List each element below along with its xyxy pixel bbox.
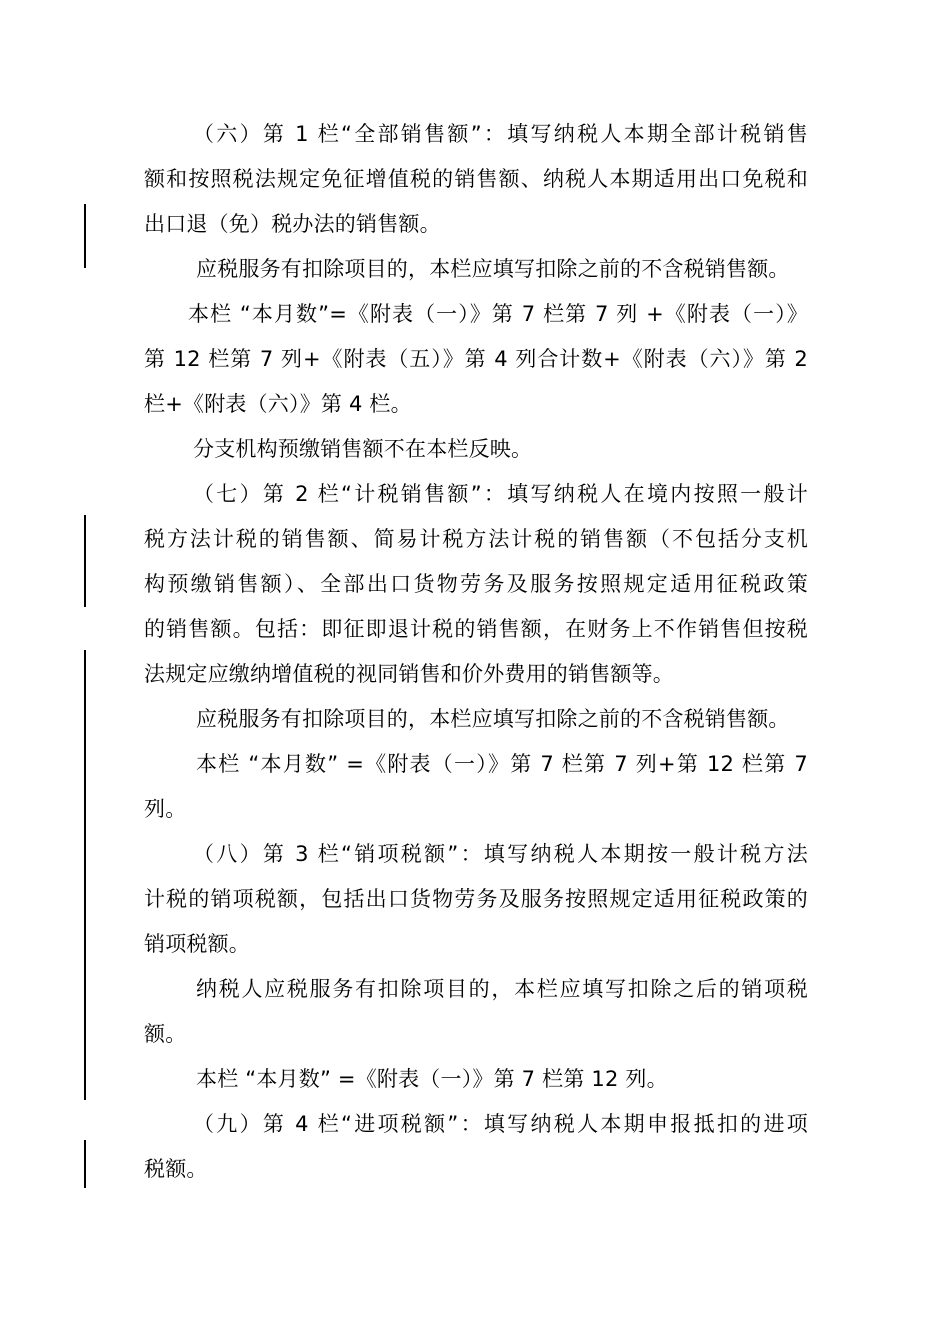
paragraph-line: 栏+《附表（六）》第 4 栏。 [144,392,412,416]
revision-bar [84,204,86,268]
paragraph-line: 本栏 “本月数” =《附表（一）》第 7 栏第 12 列。 [196,1067,668,1091]
paragraph-line: 税方法计税的销售额、简易计税方法计税的销售额（不包括分支机 [144,527,808,551]
paragraph-line: 分支机构预缴销售额不在本栏反映。 [193,437,533,461]
revision-bar [84,1140,86,1188]
paragraph-line: 应税服务有扣除项目的，本栏应填写扣除之前的不含税销售额。 [196,707,790,731]
revision-bar [84,515,86,607]
paragraph-line: 计税的销项税额，包括出口货物劳务及服务按照规定适用征税政策的 [144,887,808,911]
paragraph-line: 税额。 [144,1157,208,1181]
paragraph-line: 销项税额。 [144,932,250,956]
paragraph-line: 额。 [144,1022,187,1046]
paragraph-line: 第 12 栏第 7 列+《附表（五）》第 4 列合计数+《附表（六）》第 2 [144,347,808,371]
paragraph-line: 本栏 “本月数”=《附表（一）》第 7 栏第 7 列 +《附表（一）》 [188,302,808,326]
paragraph-line: 本栏 “本月数” =《附表（一）》第 7 栏第 7 列+第 12 栏第 7 [196,752,808,776]
paragraph-line: （六）第 1 栏“全部销售额”：填写纳税人本期全部计税销售 [193,122,808,146]
paragraph-line: 出口退（免）税办法的销售额。 [144,212,441,236]
paragraph-line: （九）第 4 栏“进项税额”：填写纳税人本期申报抵扣的进项 [193,1112,808,1136]
paragraph-line: （七）第 2 栏“计税销售额”：填写纳税人在境内按照一般计 [193,482,808,506]
paragraph-line: 纳税人应税服务有扣除项目的，本栏应填写扣除之后的销项税 [196,977,808,1001]
revision-bar [84,650,86,1100]
paragraph-line: 构预缴销售额）、全部出口货物劳务及服务按照规定适用征税政策 [144,572,808,596]
paragraph-line: 的销售额。包括：即征即退计税的销售额，在财务上不作销售但按税 [144,617,808,641]
paragraph-line: 应税服务有扣除项目的，本栏应填写扣除之前的不含税销售额。 [196,257,790,281]
paragraph-line: （八）第 3 栏“销项税额”：填写纳税人本期按一般计税方法 [193,842,808,866]
paragraph-line: 法规定应缴纳增值税的视同销售和价外费用的销售额等。 [144,662,674,686]
paragraph-line: 列。 [144,797,187,821]
paragraph-line: 额和按照税法规定免征增值税的销售额、纳税人本期适用出口免税和 [144,167,808,191]
